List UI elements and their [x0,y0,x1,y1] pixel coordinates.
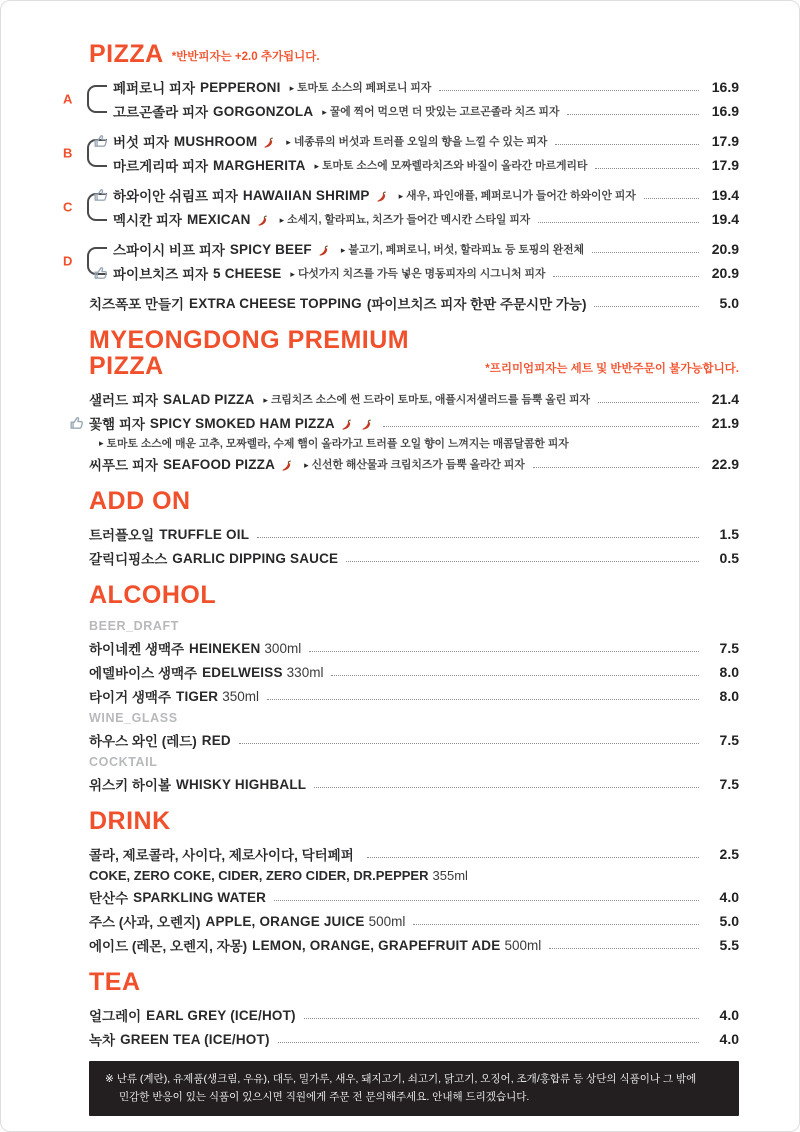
chili-pepper-icon [360,418,373,431]
item-description [290,266,545,281]
dotted-leader [278,1042,699,1043]
group-letter: D [63,253,73,269]
item-description [286,134,547,149]
dotted-leader [331,675,699,676]
item-name-korean: 녹차 [89,1033,116,1048]
arrow-bullet-icon: ▸ [99,438,104,448]
menu-item-row [113,153,739,177]
section-addon [89,488,739,570]
thumbs-up-icon [93,265,108,280]
menu-item-row [89,452,739,476]
menu-item [89,522,739,546]
item-description [322,104,559,119]
item-name-english: WHISKY HIGHBALL [176,776,307,792]
menu-item [89,933,739,957]
arrow-bullet-icon: ▸ [314,160,320,171]
dotted-leader [314,787,699,788]
pizza-groups [63,75,739,315]
menu-item-row [89,1003,739,1027]
menu-item [89,546,739,570]
item-size: 330ml [286,664,324,680]
item-name-english: EARL GREY (ICE/HOT) [146,1007,296,1023]
item-description [304,457,525,472]
item-size: 300ml [264,640,302,656]
dotted-leader [346,561,699,562]
item-name-english: SALAD PIZZA [162,391,255,407]
arrow-bullet-icon: ▸ [289,82,295,93]
menu-item [89,660,739,684]
item-description-text: 토마토 소스에 모짜렐라치즈와 바질이 올라간 마르게리타 [322,159,588,172]
menu-item-row [89,909,739,933]
item-name-english: GREEN TEA (ICE/HOT) [120,1031,270,1047]
item-price: 17.9 [711,157,739,173]
item-name-korean: 에이드 (레몬, 오렌지, 자몽) [89,939,248,954]
menu-item [89,636,739,660]
item-name-korean: 탄산수 [89,891,129,906]
item-name-korean: 하와이안 쉬림프 피자 [113,189,238,204]
dotted-leader [553,276,699,277]
item-price: 0.5 [719,550,739,566]
group-letter: A [63,91,73,107]
arrow-bullet-icon: ▸ [286,136,291,147]
item-name-english: HEINEKEN [189,640,261,656]
item-name-english: EXTRA CHEESE TOPPING [189,295,362,311]
chili-pepper-icon [317,244,330,257]
item-price: 5.5 [719,937,739,953]
arrow-bullet-icon: ▸ [290,268,295,279]
menu-item [89,728,739,752]
item-name-korean: 마르게리따 피자 [113,159,209,174]
dotted-leader [644,198,699,199]
item-name-korean: 타이거 생맥주 [89,690,171,705]
item-name-english: MARGHERITA [213,157,306,173]
menu-item [89,885,739,909]
menu-item-row [89,546,739,570]
allergy-notice-footer [89,1061,739,1116]
item-name-korean: 꽃햄 피자 [89,417,145,432]
item-description [263,392,590,407]
menu-item [113,153,739,177]
section-note-premium: *프리미엄피자는 세트 및 반반주문이 불가능합니다. [485,363,739,375]
item-name-english: PEPPERONI [200,79,281,95]
alcohol-rows [89,616,739,796]
menu-item-row [89,728,739,752]
dotted-leader [595,168,699,169]
dotted-leader [267,699,699,700]
item-description-text: 토마토 소스의 페퍼로니 피자 [297,81,432,94]
item-price: 5.0 [719,913,739,929]
subcategory-label: COCKTAIL [89,755,158,769]
menu-item-row [89,1027,739,1051]
item-description [341,242,584,257]
pizza-group-c [63,183,739,231]
chili-pepper-icon [280,459,293,472]
menu-item [89,387,739,411]
dotted-leader [304,1018,699,1019]
menu-item [89,411,739,452]
dotted-leader [594,306,699,307]
menu-item-row [89,684,739,708]
premium-rows [89,387,739,476]
item-price: 4.0 [719,1007,739,1023]
menu-item-row [113,261,739,285]
item-description-text: 크림치즈 소스에 썬 드라이 토마토, 애플시저샐러드를 듬뿍 올린 피자 [270,393,590,406]
item-size: 500ml [368,913,406,929]
section-addon-header [89,488,739,514]
menu-item-row [89,636,739,660]
item-description [280,212,531,227]
item-price: 5.0 [719,295,739,311]
item-name-korean: 갈릭디핑소스 [89,552,168,567]
menu-item [89,842,739,885]
item-description-text: 불고기, 페퍼로니, 버섯, 할라피뇨 등 토핑의 완전체 [348,243,584,256]
item-name-english: TIGER [176,688,219,704]
item-name-korean: 치즈폭포 만들기 [89,297,185,312]
section-title-pizza: PIZZA [89,40,164,68]
menu-item-row [89,842,739,866]
chili-pepper-icon [375,190,388,203]
dotted-leader [413,924,699,925]
item-price: 7.5 [719,776,739,792]
menu-item [113,75,739,99]
item-size: 350ml [222,688,260,704]
subcategory-label: BEER_DRAFT [89,619,180,633]
item-price: 19.4 [711,187,739,203]
group-letter: B [63,145,73,161]
menu-item [89,291,739,315]
item-price: 1.5 [719,526,739,542]
pizza-group-a [63,75,739,123]
dotted-leader [538,222,699,223]
section-title-premium: MYEONGDONG PREMIUM PIZZA [89,326,410,380]
section-pizza-header [89,41,739,67]
item-price: 4.0 [719,889,739,905]
dotted-leader [367,857,699,858]
item-description [290,80,432,95]
item-price: 16.9 [711,79,739,95]
menu-item [89,452,739,476]
drink-rows [89,842,739,957]
item-name-korean: 샐러드 피자 [89,393,158,408]
item-description-text: 새우, 파인애플, 페퍼로니가 들어간 하와이안 피자 [406,189,636,202]
item-name-english: LEMON, ORANGE, GRAPEFRUIT ADE [252,937,501,953]
dotted-leader [309,651,699,652]
chili-pepper-icon [262,136,275,149]
item-name-english: HAWAIIAN SHRIMP [242,187,370,203]
item-name-korean: 멕시칸 피자 [113,213,182,228]
dotted-leader [533,467,699,468]
item-price: 20.9 [711,265,739,281]
item-name-korean: 하이네켄 생맥주 [89,642,185,657]
section-alcohol [89,582,739,796]
thumbs-up-icon [93,187,108,202]
item-name-english: SPICY BEEF [229,241,312,257]
item-price: 7.5 [719,640,739,656]
item-price: 8.0 [719,664,739,680]
item-name-korean: 트러플오일 [89,528,155,543]
subcategory-label: WINE_GLASS [89,711,178,725]
item-price: 7.5 [719,732,739,748]
addon-rows [89,522,739,570]
menu-item [89,909,739,933]
item-name-korean: 스파이시 비프 피자 [113,243,225,258]
item-description-text: 다섯가지 치즈를 가득 넣은 명동피자의 시그니처 피자 [297,267,546,280]
menu-item [113,237,739,261]
chili-pepper-icon [340,418,353,431]
group-letter: C [63,199,73,215]
menu-item [89,684,739,708]
section-note-pizza: *반반피자는 +2.0 추가됩니다. [171,51,320,63]
item-price: 17.9 [711,133,739,149]
menu-item [89,1003,739,1027]
menu-item-row [89,291,739,315]
item-name-english: MUSHROOM [173,133,258,149]
item-description-text: 토마토 소스에 매운 고추, 모짜렐라, 수제 햄이 올라가고 트러플 오일 향이 느껴지는 매콤달콤한 피자 [106,438,569,450]
item-size: 500ml [504,937,542,953]
dotted-leader [274,900,699,901]
item-name-english: SPARKLING WATER [133,889,267,905]
item-name-english: MEXICAN [186,211,251,227]
menu-item [113,99,739,123]
dotted-leader [257,537,699,538]
section-title-drink: DRINK [89,807,171,835]
dotted-leader [567,114,699,115]
dotted-leader [555,144,699,145]
menu-item [113,183,739,207]
section-drink-header [89,808,739,834]
menu-item-row [113,99,739,123]
item-price: 20.9 [711,241,739,257]
arrow-bullet-icon: ▸ [279,214,285,225]
menu-item-row [89,933,739,957]
arrow-bullet-icon: ▸ [398,190,404,201]
item-name-korean: 위스키 하이볼 [89,778,171,793]
dotted-leader [439,90,699,91]
pizza-group-d [63,237,739,285]
menu-item [113,261,739,285]
menu-item-row [89,522,739,546]
arrow-bullet-icon: ▸ [263,394,268,405]
item-description-text: 소세지, 할라피뇨, 치즈가 들어간 멕시칸 스타일 피자 [287,213,531,226]
section-premium-pizza [89,327,739,476]
item-price: 21.9 [711,415,739,431]
group-bracket [87,85,107,113]
item-name-english: EDELWEISS [202,664,283,680]
section-alcohol-header [89,582,739,608]
item-name-english: GORGONZOLA [213,103,314,119]
item-description [399,188,636,203]
menu-item-row [89,772,739,796]
item-name-english: 5 CHEESE [213,265,282,281]
menu-content [1,1,799,1116]
menu-item-row [89,411,739,435]
item-description-text: 신선한 해산물과 크림치즈가 듬뿍 올라간 피자 [311,458,525,471]
menu-item-row [113,75,739,99]
item-name-korean: 하우스 와인 (레드) [89,734,197,749]
arrow-bullet-icon: ▸ [340,244,346,255]
item-name-korean: 주스 (사과, 오렌지) [89,915,201,930]
item-price: 8.0 [719,688,739,704]
pizza-group-b [63,129,739,177]
item-name-english: COKE, ZERO COKE, CIDER, ZERO CIDER, DR.PEPPER [89,868,429,883]
section-tea-header [89,969,739,995]
item-size: 355ml [432,868,468,883]
item-name-korean: 고르곤졸라 피자 [113,105,209,120]
item-price: 22.9 [711,456,739,472]
menu-item-row [113,207,739,231]
chili-pepper-icon [256,214,269,227]
dotted-leader [239,743,699,744]
item-name-korean: 페퍼로니 피자 [113,81,195,96]
dotted-leader [598,402,699,403]
item-description [315,158,588,173]
item-name-korean: 얼그레이 [89,1009,142,1024]
section-title-addon: ADD ON [89,487,191,515]
section-tea [89,969,739,1051]
dotted-leader [383,426,699,427]
section-premium-header [89,327,739,379]
item-name-english: RED [201,732,231,748]
item-name-english: APPLE, ORANGE JUICE [205,913,365,929]
thumbs-up-icon [93,133,108,148]
item-name-korean: 버섯 피자 [113,135,169,150]
item-description-line2 [89,435,739,452]
item-name-english: TRUFFLE OIL [159,526,250,542]
item-price: 2.5 [719,846,739,862]
menu-item-row [113,129,739,153]
menu-item [89,772,739,796]
item-name-english: SPICY SMOKED HAM PIZZA [149,415,335,431]
menu-item-row [113,183,739,207]
arrow-bullet-icon: ▸ [322,106,327,117]
section-pizza [63,40,739,315]
allergy-notice-line1: ※ 난류 (계란), 유제품(생크림, 우유), 대두, 밀가루, 새우, 돼지고기, 쇠고기, 닭고기, 오징어, 조개/홍합류 등 상단의 식품이나 그 밖에 [105,1073,697,1085]
dotted-leader [592,252,699,253]
item-description-text: 네종류의 버섯과 트러플 오일의 향을 느낄 수 있는 피자 [293,135,548,148]
arrow-bullet-icon: ▸ [304,459,309,470]
section-drink [89,808,739,957]
tea-rows [89,1003,739,1051]
item-english-subline [89,866,739,885]
item-description-text: 꿀에 찍어 먹으면 더 맛있는 고르곤졸라 치즈 피자 [329,105,560,118]
item-suffix: (파이브치즈 피자 한판 주문시만 가능) [366,297,587,312]
item-name-korean: 에델바이스 생맥주 [89,666,198,681]
item-price: 19.4 [711,211,739,227]
section-title-tea: TEA [89,968,141,996]
menu-item-row [89,387,739,411]
item-price: 16.9 [711,103,739,119]
dotted-leader [549,948,699,949]
menu-item-row [89,660,739,684]
item-name-korean: 파이브치즈 피자 [113,267,209,282]
menu-item-row [113,237,739,261]
item-price: 4.0 [719,1031,739,1047]
item-name-korean: 씨푸드 피자 [89,458,158,473]
section-title-alcohol: ALCOHOL [89,581,217,609]
item-name-english: SEAFOOD PIZZA [162,456,276,472]
allergy-notice-line2: 민감한 반응이 있는 식품이 있으시면 직원에게 주문 전 문의해주세요. 안내해 드리겠습니다. [119,1091,530,1104]
menu-item-row [89,885,739,909]
item-price: 21.4 [711,391,739,407]
thumbs-up-icon [69,415,84,430]
menu-item [113,129,739,153]
menu-item [89,1027,739,1051]
menu-item [113,207,739,231]
item-name-english: GARLIC DIPPING SAUCE [172,550,339,566]
item-name-korean: 콜라, 제로콜라, 사이다, 제로사이다, 닥터페퍼 [89,848,354,863]
